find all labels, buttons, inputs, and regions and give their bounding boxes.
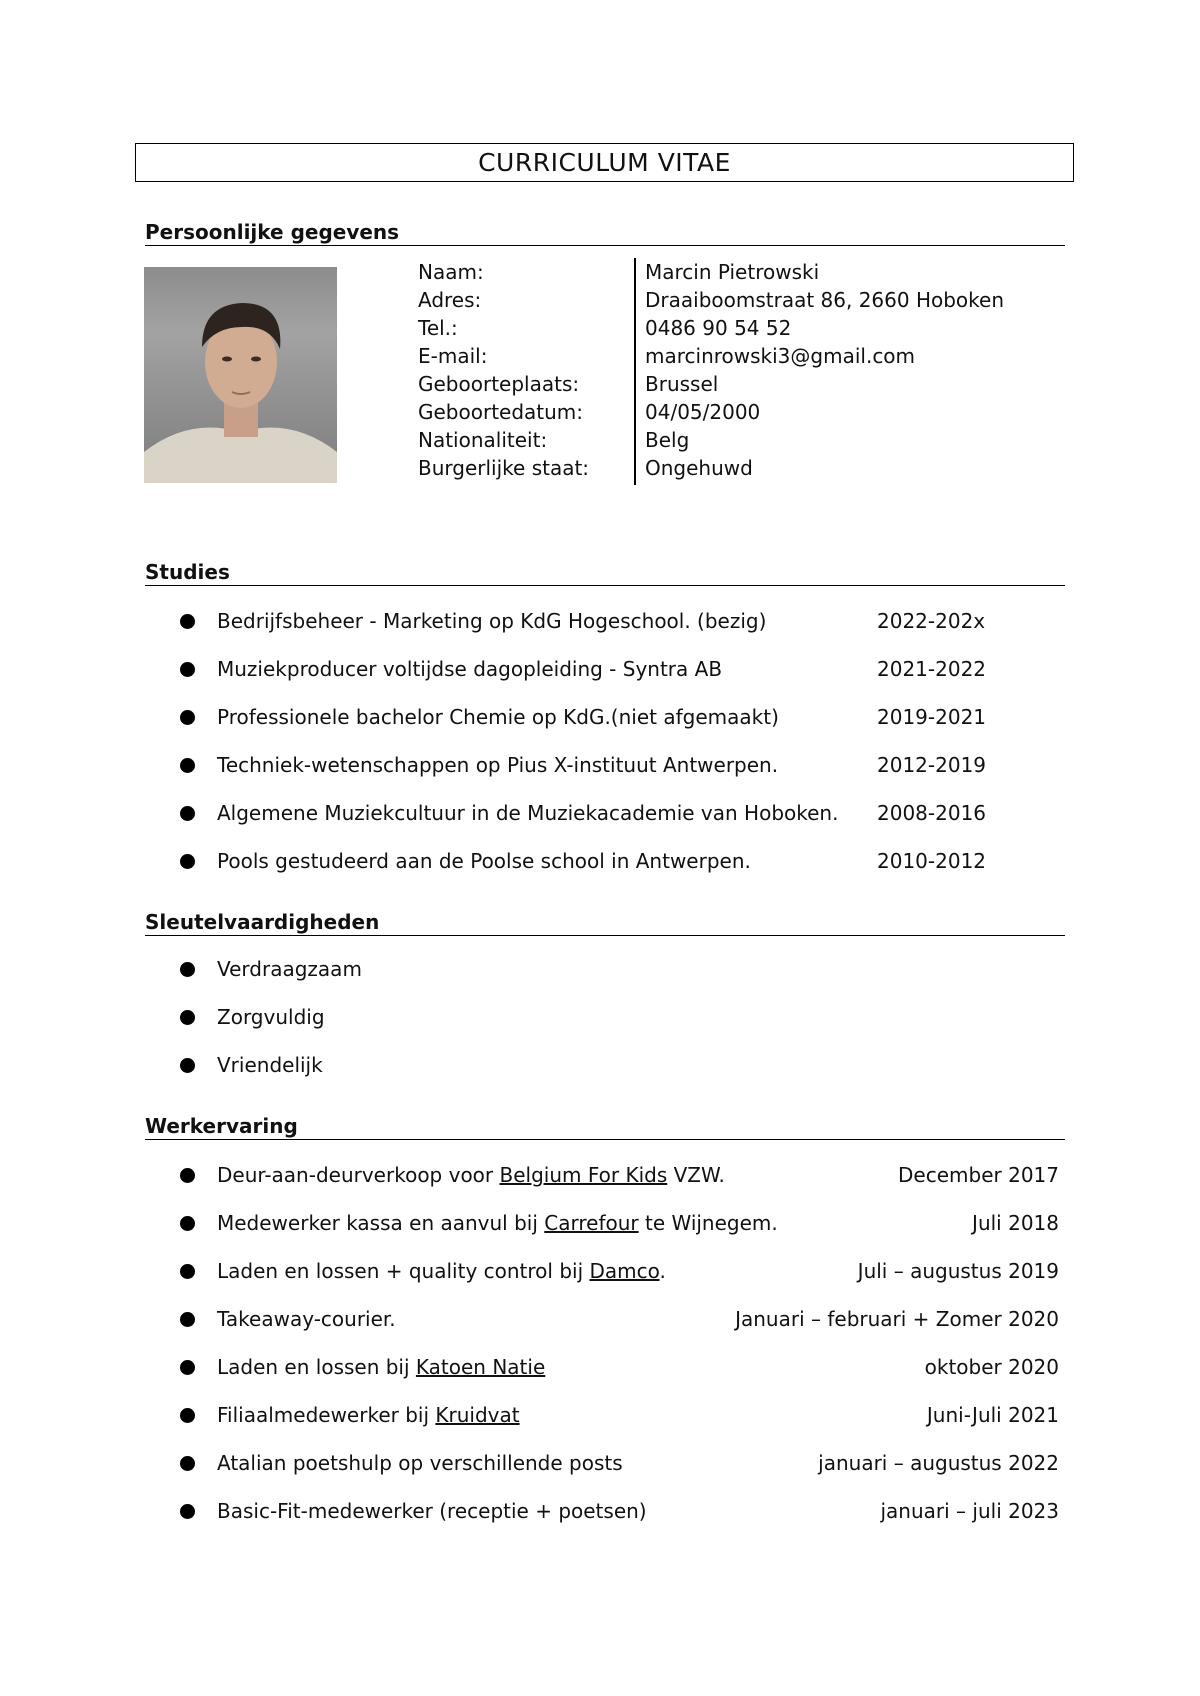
list-item <box>180 655 1080 703</box>
list-item <box>180 1401 1080 1449</box>
bullet-icon <box>180 1168 195 1183</box>
work-date: Juli – augustus 2019 <box>857 1259 1059 1283</box>
bullet-icon <box>180 1456 195 1471</box>
personal-divider <box>634 258 636 485</box>
value-adres: Draaiboomstraat 86, 2660 Hoboken <box>645 288 1005 312</box>
personal-values <box>645 258 1004 482</box>
list-item <box>180 1257 1080 1305</box>
work-text-before: Filiaalmedewerker bij <box>217 1403 436 1427</box>
list-item <box>180 1161 1080 1209</box>
label-geboortedatum: Geboortedatum: <box>418 400 584 424</box>
personal-heading: Persoonlijke gegevens <box>145 220 1065 246</box>
bullet-icon <box>180 1010 195 1025</box>
label-burgerlijke-staat: Burgerlijke staat: <box>418 456 590 480</box>
label-adres: Adres: <box>418 288 482 312</box>
work-text-after: te Wijnegem. <box>638 1211 778 1235</box>
study-text: Techniek-wetenschappen op Pius X-instituut Antwerpen. <box>217 753 779 777</box>
list-item <box>180 607 1080 655</box>
company-link[interactable]: Katoen Natie <box>415 1355 546 1379</box>
personal-labels <box>418 258 589 482</box>
label-nationaliteit: Nationaliteit: <box>418 428 548 452</box>
work-date: januari – augustus 2022 <box>818 1451 1059 1475</box>
list-item <box>180 1449 1080 1497</box>
skill-text: Zorgvuldig <box>217 1005 325 1029</box>
label-geboorteplaats: Geboorteplaats: <box>418 372 580 396</box>
list-item <box>180 751 1080 799</box>
work-date: Juni-Juli 2021 <box>926 1403 1059 1427</box>
value-geboortedatum: 04/05/2000 <box>645 400 761 424</box>
work-list <box>180 1161 1080 1545</box>
value-tel: 0486 90 54 52 <box>645 316 792 340</box>
work-text-before: Laden en lossen + quality control bij <box>217 1259 590 1283</box>
list-item <box>180 955 1080 1003</box>
work-text <box>217 1257 666 1285</box>
work-text <box>217 1401 520 1429</box>
label-tel: Tel.: <box>418 316 458 340</box>
study-date: 2010-2012 <box>877 849 987 873</box>
value-nationaliteit: Belg <box>645 428 690 452</box>
study-text: Muziekproducer voltijdse dagopleiding - Syntra AB <box>217 657 723 681</box>
work-text <box>217 1353 545 1381</box>
skill-text: Vriendelijk <box>217 1053 323 1077</box>
bullet-icon <box>180 614 195 629</box>
studies-heading: Studies <box>145 560 1065 586</box>
work-heading: Werkervaring <box>145 1114 1065 1140</box>
value-naam: Marcin Pietrowski <box>645 260 820 284</box>
study-text: Professionele bachelor Chemie op KdG.(niet afgemaakt) <box>217 705 779 729</box>
bullet-icon <box>180 758 195 773</box>
work-date: December 2017 <box>898 1163 1059 1187</box>
work-date: januari – juli 2023 <box>880 1499 1059 1523</box>
work-text <box>217 1497 647 1525</box>
work-text-before: Deur-aan-deurverkoop voor <box>217 1163 500 1187</box>
work-text-after: VZW. <box>667 1163 725 1187</box>
list-item <box>180 1003 1080 1051</box>
work-text-after: . <box>659 1259 666 1283</box>
value-email: marcinrowski3@gmail.com <box>645 344 916 368</box>
bullet-icon <box>180 1216 195 1231</box>
study-date: 2012-2019 <box>877 753 987 777</box>
list-item <box>180 1353 1080 1401</box>
studies-list <box>180 607 1080 895</box>
work-text-before: Atalian poetshulp op verschillende posts <box>217 1451 623 1475</box>
company-link[interactable]: Belgium For Kids <box>499 1163 668 1187</box>
list-item <box>180 847 1080 895</box>
list-item <box>180 1209 1080 1257</box>
work-text <box>217 1209 778 1237</box>
work-text-before: Takeaway-courier. <box>217 1307 396 1331</box>
bullet-icon <box>180 662 195 677</box>
list-item <box>180 1497 1080 1545</box>
company-link[interactable]: Damco <box>589 1259 660 1283</box>
profile-photo <box>144 267 337 483</box>
work-text-before: Medewerker kassa en aanvul bij <box>217 1211 545 1235</box>
work-text-before: Basic-Fit-medewerker (receptie + poetsen) <box>217 1499 647 1523</box>
document-title: CURRICULUM VITAE <box>135 143 1074 182</box>
work-date: Juli 2018 <box>972 1211 1059 1235</box>
bullet-icon <box>180 1408 195 1423</box>
company-link[interactable]: Carrefour <box>544 1211 639 1235</box>
bullet-icon <box>180 1360 195 1375</box>
work-date: oktober 2020 <box>924 1355 1059 1379</box>
work-text <box>217 1305 396 1333</box>
bullet-icon <box>180 1264 195 1279</box>
work-text-before: Laden en lossen bij <box>217 1355 416 1379</box>
work-text <box>217 1161 725 1189</box>
skills-list <box>180 955 1080 1099</box>
value-burgerlijke-staat: Ongehuwd <box>645 456 753 480</box>
bullet-icon <box>180 962 195 977</box>
bullet-icon <box>180 1058 195 1073</box>
list-item <box>180 1051 1080 1099</box>
study-date: 2008-2016 <box>877 801 987 825</box>
value-geboorteplaats: Brussel <box>645 372 719 396</box>
list-item <box>180 799 1080 847</box>
study-text: Pools gestudeerd aan de Poolse school in Antwerpen. <box>217 849 751 873</box>
study-date: 2021-2022 <box>877 657 987 681</box>
work-text <box>217 1449 623 1477</box>
label-email: E-mail: <box>418 344 488 368</box>
bullet-icon <box>180 1504 195 1519</box>
bullet-icon <box>180 854 195 869</box>
company-link[interactable]: Kruidvat <box>435 1403 520 1427</box>
study-text: Algemene Muziekcultuur in de Muziekacademie van Hoboken. <box>217 801 839 825</box>
bullet-icon <box>180 710 195 725</box>
study-date: 2019-2021 <box>877 705 987 729</box>
skill-text: Verdraagzaam <box>217 957 362 981</box>
work-date: Januari – februari + Zomer 2020 <box>735 1307 1059 1331</box>
list-item <box>180 703 1080 751</box>
skills-heading: Sleutelvaardigheden <box>145 910 1065 936</box>
study-text: Bedrijfsbeheer - Marketing op KdG Hogeschool. (bezig) <box>217 609 767 633</box>
label-naam: Naam: <box>418 260 484 284</box>
study-date: 2022-202x <box>877 609 986 633</box>
list-item <box>180 1305 1080 1353</box>
bullet-icon <box>180 806 195 821</box>
bullet-icon <box>180 1312 195 1327</box>
